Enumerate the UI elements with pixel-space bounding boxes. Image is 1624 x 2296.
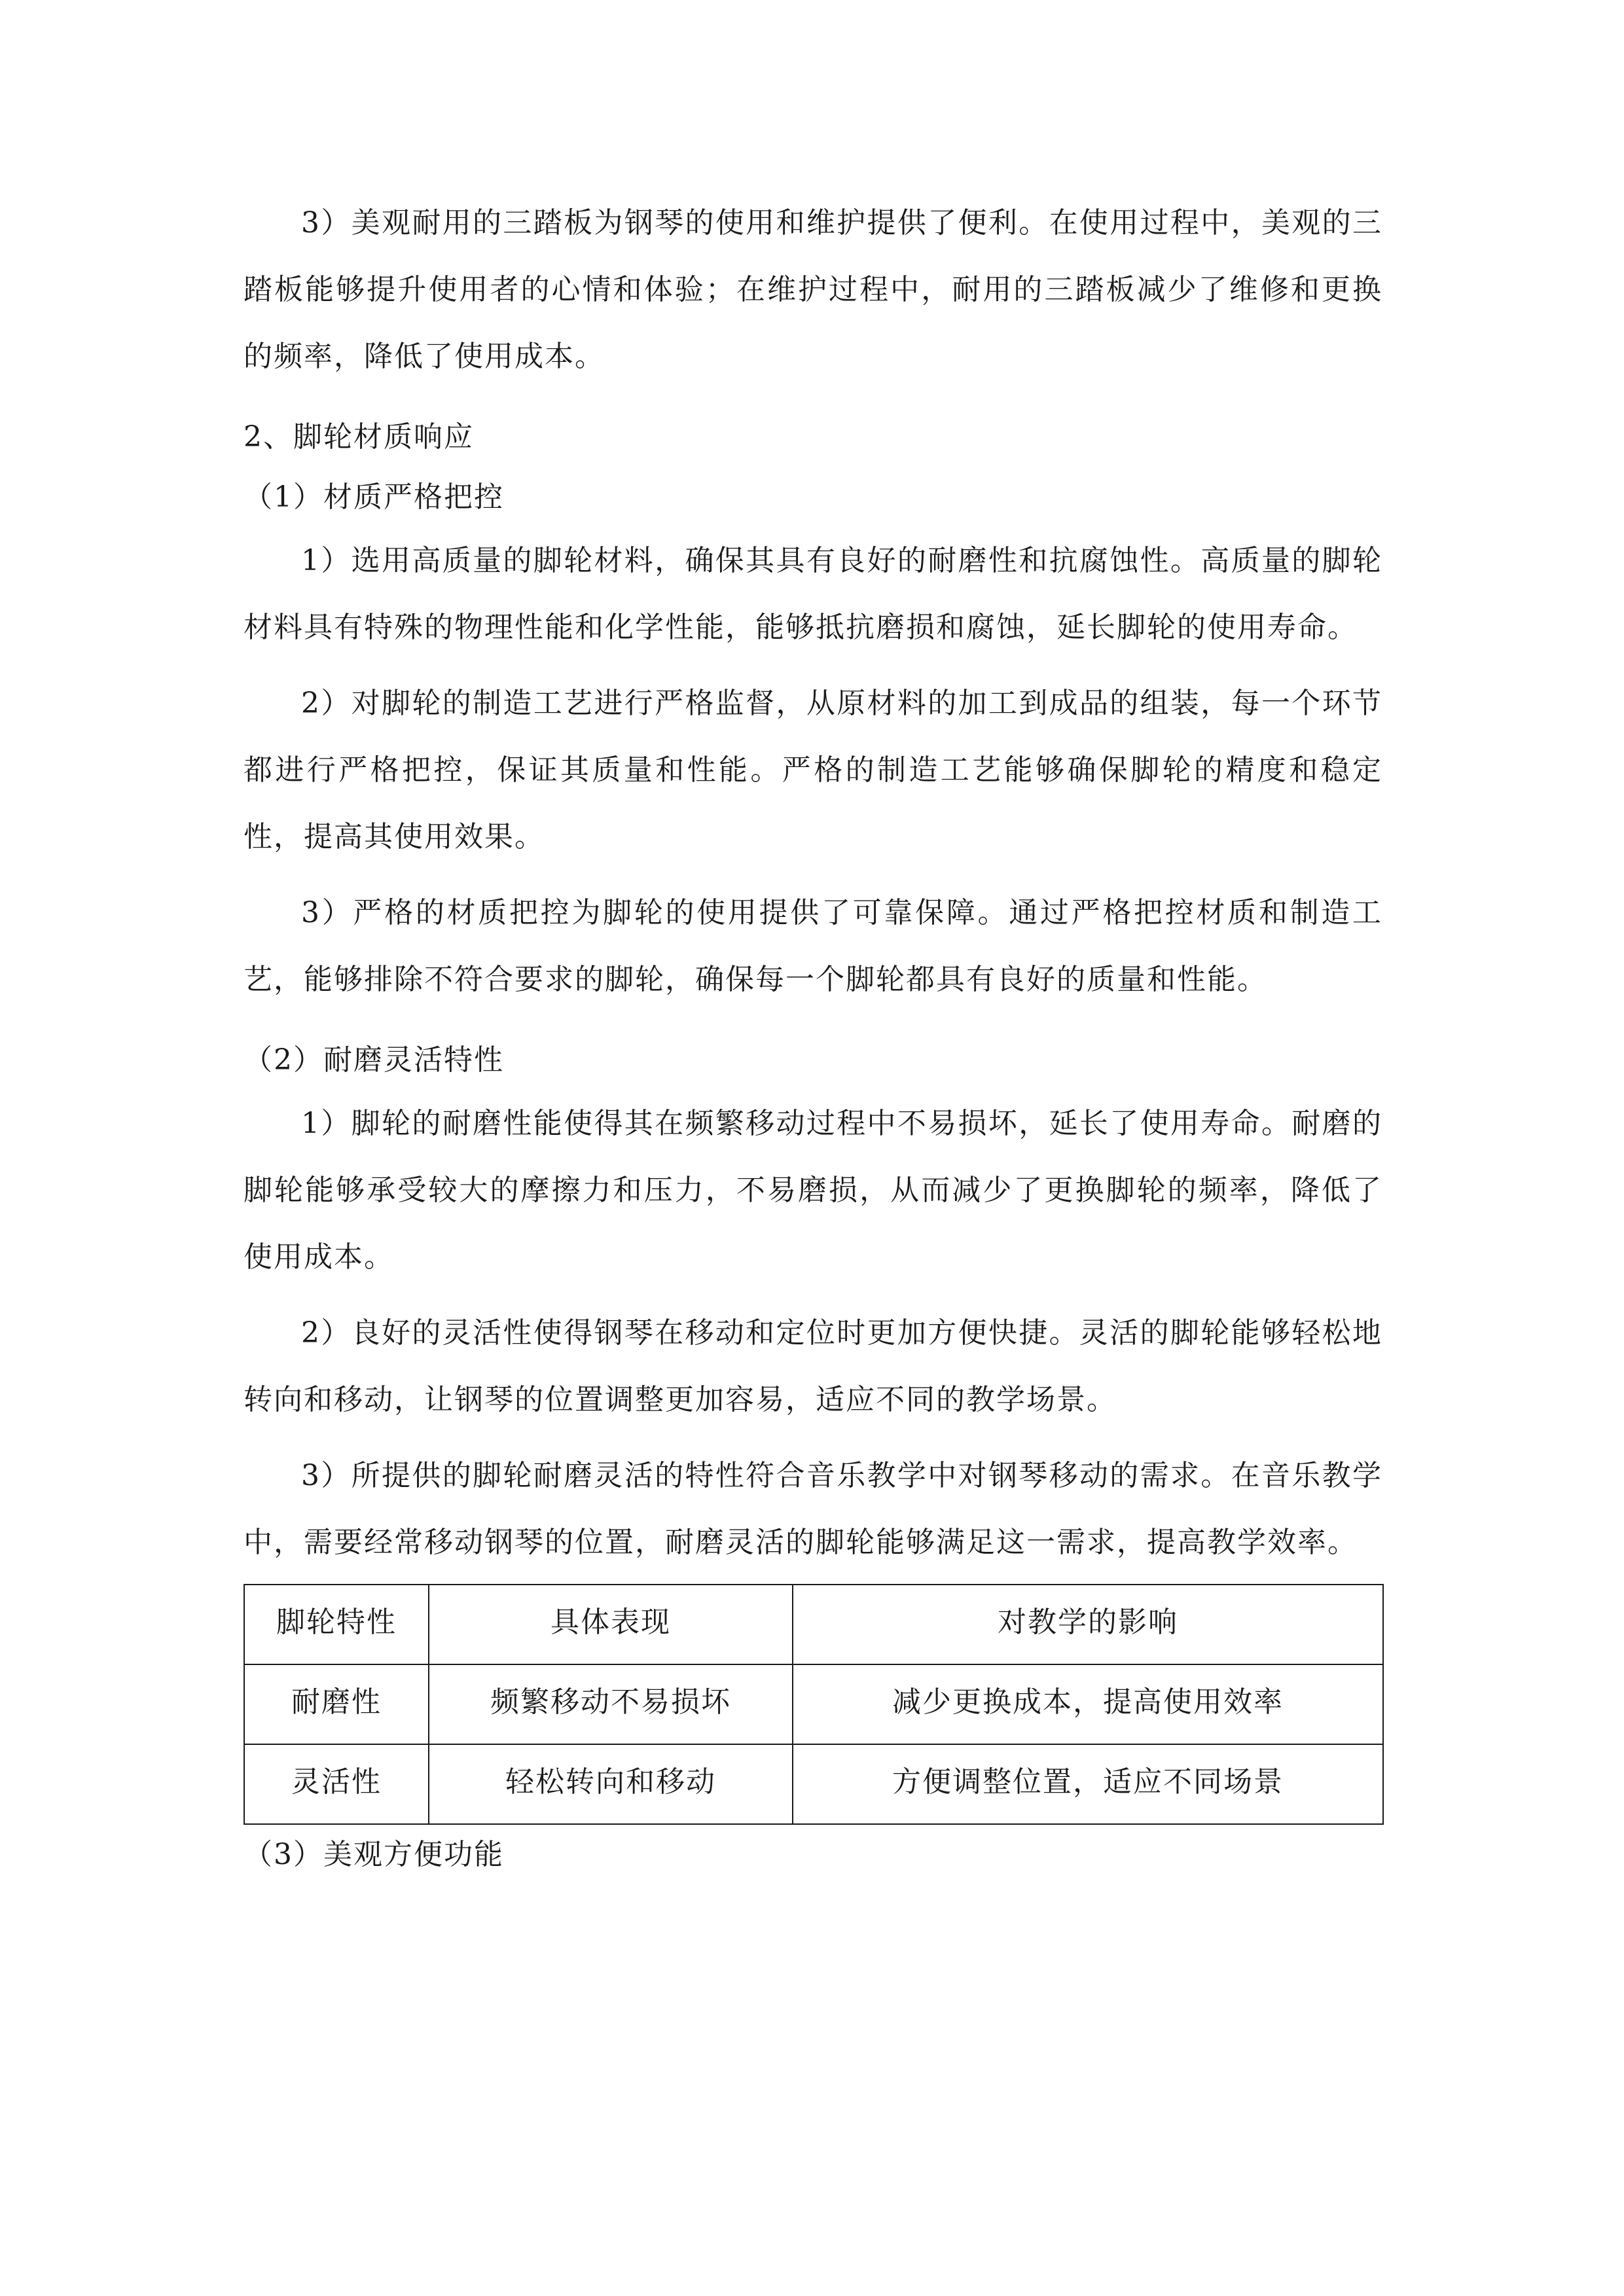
paragraph-flexibility: 2）良好的灵活性使得钢琴在移动和定位时更加方便快捷。灵活的脚轮能够轻松地转向和移动，让钢琴的位置调整更加容易，适应不同的教学场景。 (244, 1316, 1382, 1416)
paragraph-quality-assurance: 3）严格的材质把控为脚轮的使用提供了可靠保障。通过严格把控材质和制造工艺，能够排除不符合要求的脚轮，确保每一个脚轮都具有良好的质量和性能。 (244, 896, 1382, 996)
paragraph-pedal-benefit: 3）美观耐用的三踏板为钢琴的使用和维护提供了便利。在使用过程中，美观的三踏板能够提升使用者的心情和体验；在维护过程中，耐用的三踏板减少了维修和更换的频率，降低了使用成本。 (244, 206, 1382, 373)
table-row (244, 1744, 1383, 1824)
table-header-row (244, 1585, 1383, 1664)
paragraph-wear-resistance: 1）脚轮的耐磨性能使得其在频繁移动过程中不易损坏，延长了使用寿命。耐磨的脚轮能够承受较大的摩擦力和压力，不易磨损，从而减少了更换脚轮的频率，降低了使用成本。 (244, 1107, 1382, 1274)
subsection-heading-material-control: （1）材质严格把控 (244, 480, 504, 514)
table-cell: 频繁移动不易损坏 (429, 1664, 793, 1744)
subsection-heading-wear-flexibility: （2）耐磨灵活特性 (244, 1043, 504, 1077)
table-cell: 轻松转向和移动 (429, 1744, 793, 1824)
subsection-heading-appearance-convenience: （3）美观方便功能 (244, 1838, 504, 1871)
table-header-cell: 具体表现 (429, 1585, 793, 1664)
paragraph-manufacturing-process: 2）对脚轮的制造工艺进行严格监督，从原材料的加工到成品的组装，每一个环节都进行严格把控，保证其质量和性能。严格的制造工艺能够确保脚轮的精度和稳定性，提高其使用效果。 (244, 687, 1382, 853)
section-heading-caster-material: 2、脚轮材质响应 (244, 420, 474, 454)
table-cell: 方便调整位置，适应不同场景 (793, 1744, 1383, 1824)
table-cell: 灵活性 (244, 1744, 429, 1824)
table-cell: 减少更换成本，提高使用效率 (793, 1664, 1383, 1744)
caster-properties-table (244, 1584, 1384, 1825)
table-header-cell: 脚轮特性 (244, 1585, 429, 1664)
document-page (244, 190, 1382, 1885)
table-cell: 耐磨性 (244, 1664, 429, 1744)
paragraph-teaching-needs: 3）所提供的脚轮耐磨灵活的特性符合音乐教学中对钢琴移动的需求。在音乐教学中，需要经常移动钢琴的位置，耐磨灵活的脚轮能够满足这一需求，提高教学效率。 (244, 1459, 1382, 1559)
table-header-cell: 对教学的影响 (793, 1585, 1383, 1664)
table-row (244, 1664, 1383, 1744)
paragraph-material-selection: 1）选用高质量的脚轮材料，确保其具有良好的耐磨性和抗腐蚀性。高质量的脚轮材料具有特殊的物理性能和化学性能，能够抵抗磨损和腐蚀，延长脚轮的使用寿命。 (244, 544, 1382, 644)
